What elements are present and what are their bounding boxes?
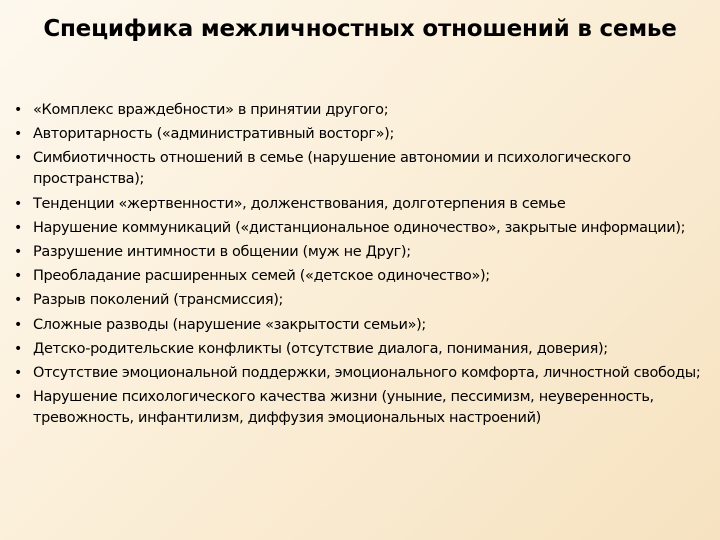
- bullet-icon: •: [14, 219, 22, 236]
- bullet-item: [12, 315, 702, 336]
- bullet-list: [12, 100, 702, 432]
- bullet-item: [12, 124, 702, 145]
- bullet-text: Тенденции «жертвенности», долженствования, долготерпения в семье: [33, 195, 566, 212]
- bullet-item: [12, 387, 702, 429]
- bullet-icon: •: [14, 364, 22, 381]
- bullet-icon: •: [14, 243, 22, 260]
- bullet-item: [12, 100, 702, 121]
- bullet-item: [12, 242, 702, 263]
- bullet-item: [12, 363, 702, 384]
- bullet-text: Нарушение коммуникаций («дистанциональное одиночество», закрытые информации);: [33, 219, 686, 236]
- bullet-icon: •: [14, 102, 22, 118]
- slide-title: Специфика межличностных отношений в семье: [43, 16, 677, 42]
- bullet-icon: •: [14, 389, 22, 406]
- bullet-item: [12, 148, 702, 190]
- bullet-icon: •: [14, 195, 22, 212]
- bullet-item: [12, 218, 702, 239]
- bullet-text: Разрыв поколений (трансмиссия);: [33, 292, 284, 309]
- bullet-icon: •: [14, 292, 22, 309]
- bullet-text: Симбиотичность отношений в семье (нарушение автономии и психологического пространства);: [33, 150, 631, 188]
- bullet-item: [12, 266, 702, 287]
- bullet-item: [12, 290, 702, 311]
- bullet-icon: •: [14, 340, 22, 357]
- bullet-item: [12, 194, 702, 215]
- bullet-text: Сложные разводы (нарушение «закрытости семьи»);: [33, 316, 426, 333]
- bullet-icon: •: [14, 316, 22, 333]
- bullet-icon: •: [14, 126, 22, 143]
- bullet-text: Отсутствие эмоциональной поддержки, эмоционального комфорта, личностной свободы;: [33, 364, 701, 381]
- bullet-text: Разрушение интимности в общении (муж не Друг);: [33, 243, 411, 260]
- bullet-text: Нарушение психологического качества жизни (уныние, пессимизм, неуверенность, тревожность, инфантилизм, диффузия эмоциональных настроений): [33, 389, 654, 427]
- bullet-icon: •: [14, 150, 22, 167]
- bullet-text: «Комплекс враждебности» в принятии другого;: [33, 102, 389, 118]
- bullet-text: Авторитарность («административный восторг»);: [33, 126, 395, 143]
- bullet-item: [12, 339, 702, 360]
- bullet-text: Преобладание расширенных семей («детское одиночество»);: [33, 268, 490, 285]
- bullet-icon: •: [14, 268, 22, 285]
- bullet-text: Детско-родительские конфликты (отсутствие диалога, понимания, доверия);: [33, 340, 608, 357]
